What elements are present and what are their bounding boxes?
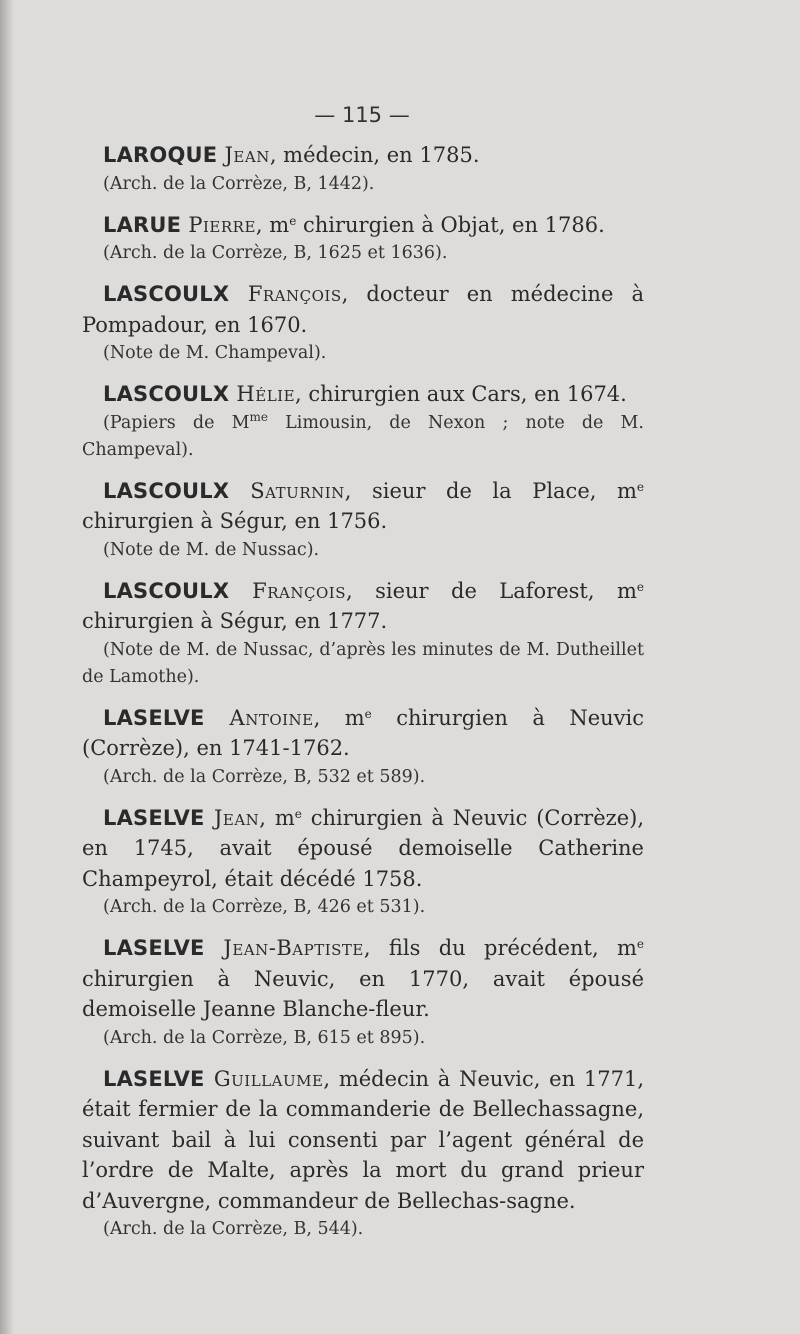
entry — [82, 803, 644, 922]
entry — [82, 933, 644, 1052]
entry-source: (Papiers de $M^{me}$ Limousin, de Nexon ; note de M. Champeval). — [82, 409, 644, 460]
entry-description: , $m^e$ chirurgien à Neuvic (Corrèze), en 1741-1762. — [82, 705, 644, 760]
entry-given-name: Saturnin — [229, 478, 345, 503]
entry-source: (Arch. de la Corrèze, B, 532 et 589). — [103, 766, 426, 787]
entry-source: (Note de M. de Nussac). — [103, 539, 320, 560]
entry-description: , sieur de Laforest, $m^e$ chirurgien à Ségur, en 1777. — [82, 578, 644, 633]
entry-surname: LAROQUE — [103, 143, 218, 167]
entry-text — [82, 279, 644, 340]
entry-surname: LASCOULX — [103, 382, 230, 406]
entry-description: , docteur en médecine à Pompadour, en 1670. — [82, 282, 644, 337]
entry-surname: LASELVE — [103, 936, 205, 960]
entry — [82, 210, 644, 268]
entry-surname: LASCOULX — [103, 578, 230, 603]
entry-text — [82, 933, 644, 1025]
entry-text — [82, 140, 644, 171]
entry-text — [82, 703, 644, 764]
entry-given-name: Antoine — [204, 705, 314, 730]
entry-source: (Arch. de la Corrèze, B, 544). — [103, 1219, 364, 1239]
entry — [82, 576, 644, 691]
entry-text — [82, 576, 644, 637]
binding-shadow — [0, 0, 14, 1334]
entry — [82, 379, 644, 464]
entry-given-name: François — [229, 282, 342, 306]
entry — [82, 140, 644, 198]
entry-text — [82, 210, 644, 241]
entry-surname: LASCOULX — [103, 282, 230, 306]
entry-source: (Note de M. de Nussac, d’après les minutes de M. Dutheillet de Lamothe). — [82, 639, 644, 687]
entry-surname: LASELVE — [103, 705, 205, 730]
entry — [82, 279, 644, 367]
entry-text — [82, 803, 644, 895]
entry-source: (Arch. de la Corrèze, B, 1442). — [103, 173, 375, 194]
entry-surname: LASELVE — [103, 1066, 205, 1091]
entry — [82, 476, 644, 564]
entry-given-name: Jean — [217, 143, 270, 167]
entry-surname: LARUE — [103, 212, 182, 237]
entry-surname: LASCOULX — [103, 478, 230, 503]
entry-given-name: Jean-Baptiste — [204, 936, 364, 960]
entry-given-name: Pierre — [181, 212, 256, 237]
entry-description: , médecin, en 1785. — [269, 143, 480, 167]
entry-source: (Arch. de la Corrèze, B, 615 et 895). — [103, 1027, 426, 1048]
entry-given-name: Jean — [204, 805, 260, 830]
entry-surname: LASELVE — [103, 805, 205, 830]
entry-description: , sieur de la Place, $m^e$ chirurgien à Ségur, en 1756. — [82, 478, 644, 533]
page-number: — 115 — — [314, 103, 410, 127]
entry-source: (Arch. de la Corrèze, B, 426 et 531). — [103, 897, 426, 917]
entry-source: (Arch. de la Corrèze, B, 1625 et 1636). — [103, 243, 448, 263]
entry-list — [82, 140, 644, 1255]
entry-description: , chirurgien aux Cars, en 1674. — [295, 382, 627, 406]
entry-given-name: Guillaume — [204, 1066, 324, 1091]
entry-text — [82, 379, 644, 410]
entry-given-name: Hélie — [229, 382, 296, 406]
entry-text — [82, 476, 644, 537]
entry-source: (Note de M. Champeval). — [103, 343, 327, 363]
entry-text — [82, 1064, 644, 1217]
entry-given-name: François — [229, 578, 346, 603]
entry-description: , fils du précédent, $m^e$ chirurgien à Neuvic, en 1770, avait épousé demoiselle Jeanne Blanche-fleur. — [82, 936, 644, 1021]
entry-description: , $m^e$ chirurgien à Objat, en 1786. — [255, 212, 605, 237]
entry-description: , $m^e$ chirurgien à Neuvic (Corrèze), en 1745, avait épousé demoiselle Catherine Champeyrol, était décédé 1758. — [82, 805, 645, 891]
entry-description: , médecin à Neuvic, en 1771, était fermier de la commanderie de Bellechassagne, suivant bail à lui consenti par l’agent général de l’ordre de Malte, après la mort du grand prieur d’Auvergne, commandeur de Bellechas-sagne. — [82, 1066, 644, 1213]
entry — [82, 1064, 644, 1244]
entry — [82, 703, 644, 791]
